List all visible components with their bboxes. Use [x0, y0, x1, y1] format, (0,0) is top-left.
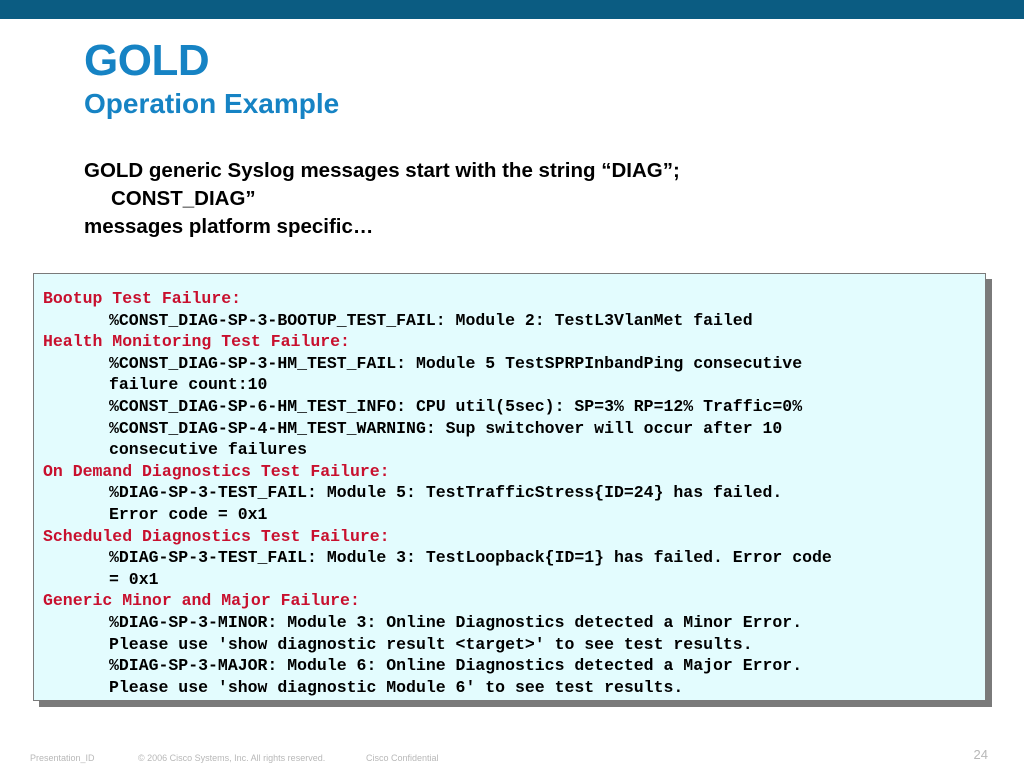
intro-line-1: GOLD generic Syslog messages start with the string “DIAG”;: [84, 159, 680, 182]
code-message-line: failure count:10: [109, 375, 268, 395]
footer-copyright: © 2006 Cisco Systems, Inc. All rights reserved.: [138, 753, 326, 763]
code-section-heading: Health Monitoring Test Failure:: [43, 332, 350, 352]
code-message-line: %CONST_DIAG-SP-4-HM_TEST_WARNING: Sup switchover will occur after 10: [109, 418, 783, 438]
slide-subtitle: Operation Example: [84, 88, 340, 119]
code-message-line: %DIAG-SP-3-TEST_FAIL: Module 5: TestTrafficStress{ID=24} has failed.: [109, 483, 783, 503]
slide-title: GOLD: [84, 36, 210, 85]
code-message-line: %DIAG-SP-3-MAJOR: Module 6: Online Diagnostics detected a Major Error.: [109, 656, 803, 676]
page-number: 24: [973, 747, 988, 762]
top-banner-bar: [0, 0, 1024, 19]
footer-confidential: Cisco Confidential: [366, 753, 439, 763]
code-message-line: Please use 'show diagnostic result <target>' to see test results.: [109, 634, 753, 654]
footer-presentation-id: Presentation_ID: [30, 753, 95, 763]
intro-text: [84, 157, 984, 241]
code-message-line: = 0x1: [109, 569, 159, 589]
code-message-line: %CONST_DIAG-SP-3-BOOTUP_TEST_FAIL: Module 2: TestL3VlanMet failed: [109, 310, 753, 330]
code-message-line: %DIAG-SP-3-TEST_FAIL: Module 3: TestLoopback{ID=1} has failed. Error code: [109, 548, 832, 568]
syslog-code-box: [33, 273, 986, 701]
code-message-line: %DIAG-SP-3-MINOR: Module 3: Online Diagnostics detected a Minor Error.: [109, 612, 803, 632]
code-section-heading: Bootup Test Failure:: [43, 289, 242, 308]
code-section-heading: Scheduled Diagnostics Test Failure:: [43, 526, 390, 546]
code-message-line: %CONST_DIAG-SP-3-HM_TEST_FAIL: Module 5 TestSPRPInbandPing consecutive: [109, 353, 803, 373]
code-message-line: consecutive failures: [109, 440, 308, 460]
code-message-line: Error code = 0x1: [109, 504, 268, 524]
code-section-heading: On Demand Diagnostics Test Failure:: [43, 461, 390, 481]
code-message-line: %CONST_DIAG-SP-6-HM_TEST_INFO: CPU util(5sec): SP=3% RP=12% Traffic=0%: [109, 396, 803, 416]
intro-line-2: CONST_DIAG”: [111, 187, 256, 210]
code-message-line: Please use 'show diagnostic Module 6' to see test results.: [109, 677, 684, 697]
intro-line-3: messages platform specific…: [84, 215, 374, 238]
code-section-heading: Generic Minor and Major Failure:: [43, 591, 360, 611]
